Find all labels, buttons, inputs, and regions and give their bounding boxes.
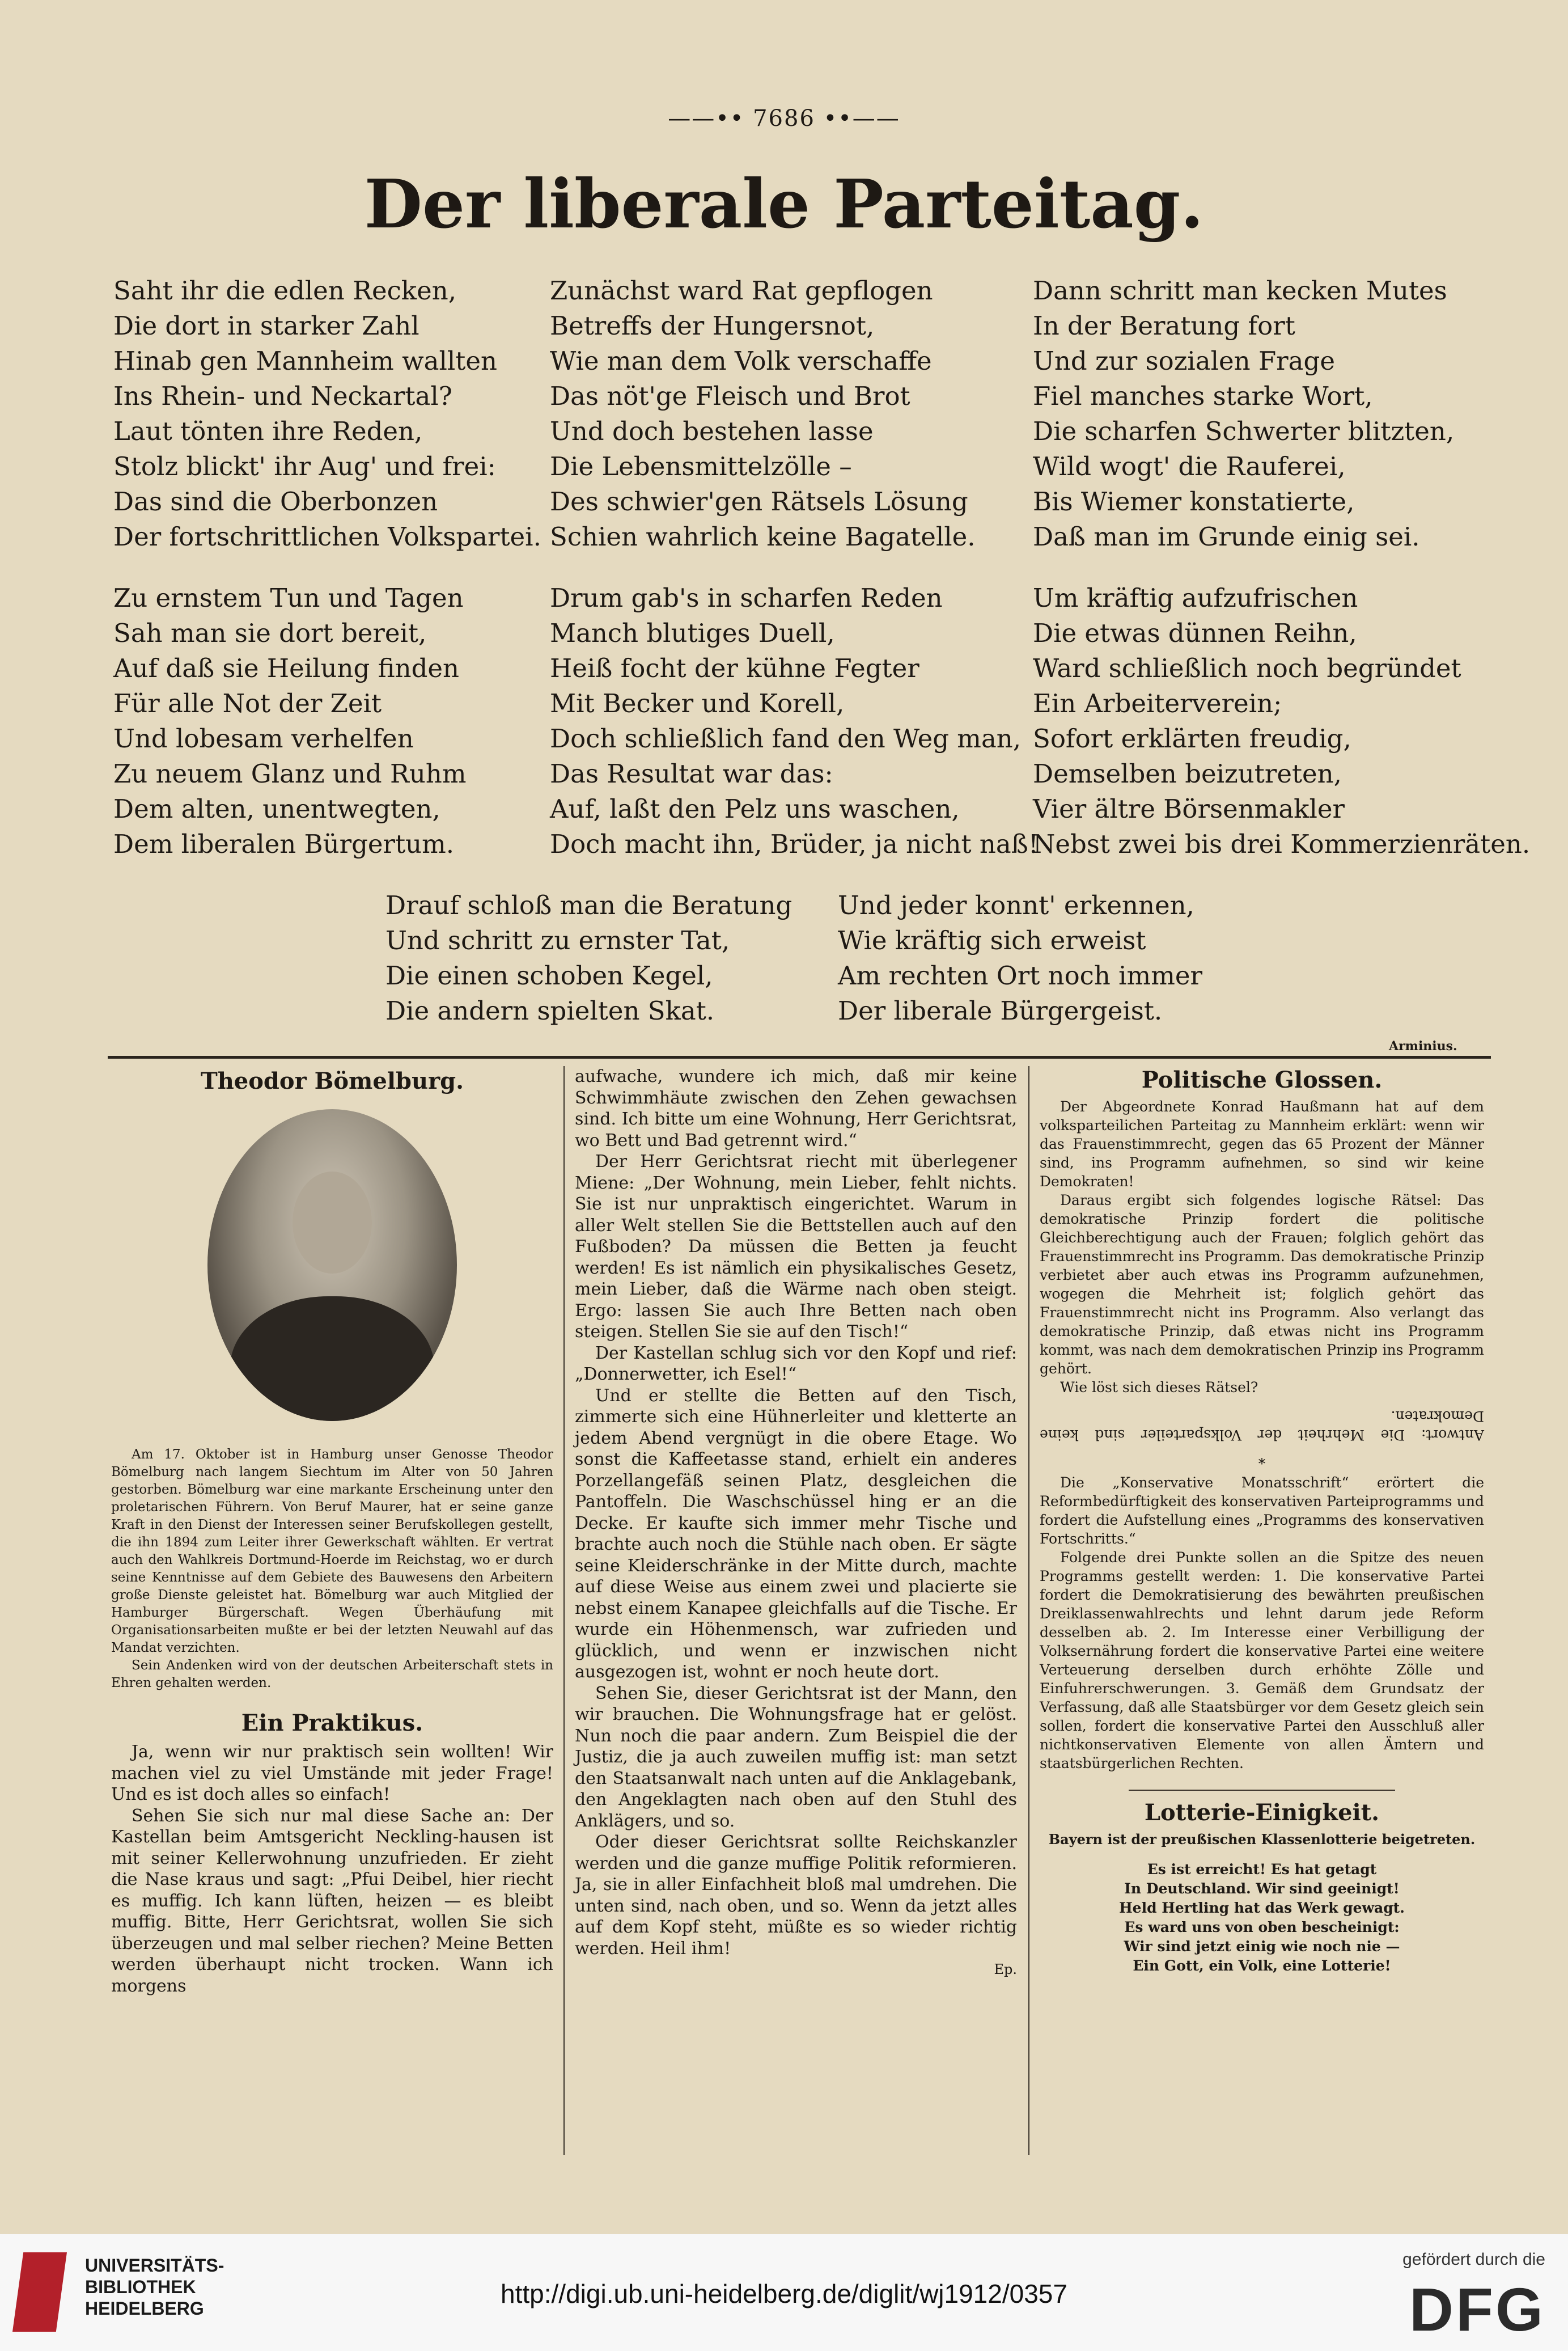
source-url[interactable]: http://digi.ub.uni-heidelberg.de/diglit/wj1912/0357	[501, 2279, 1067, 2308]
separator-asterisk: *	[1258, 1456, 1266, 1472]
funding-note: gefördert durch die	[1402, 2250, 1545, 2269]
praktikus-paragraph: Oder dieser Gerichtsrat sollte Reichskanzler werden und die ganze muffige Politik reformieren. Ja, sie in aller Einfachheit bloß mal umdrehen. Die unten sind, nach oben, und so. Wenn da jetzt alles auf dem Kopf steht, müßte es so wieder richtig werden. Heil ihm!	[575, 1832, 1017, 1959]
stanza-7: Drauf schloß man die Beratung Und schritt zu ernster Tat, Die einen schoben Kegel, Die andern spielten Skat.	[385, 890, 793, 1026]
stanza-8: Und jeder konnt' erkennen, Wie kräftig sich erweist Am rechten Ort noch immer Der liberale Bürgergeist.	[838, 890, 1203, 1026]
column-rule	[563, 1066, 565, 2155]
praktikus-paragraph: Und er stellte die Betten auf den Tisch, zimmerte sich eine Hühnerleiter und kletterte an jedem Abend vergnügt in die obere Etage. Wo sonst die Kaffeetasse stand, erhielt ein anderes Porzellangefäß seinen Platz, desgleichen die Pantoffeln. Die Waschschüssel hing er an die Decke. Er kaufte sich immer mehr Tische und brachte auch noch die Stühle nach oben. Er sägte seine Kleiderschränke in der Mitte durch, machte auf diese Weise aus einem zwei und placierte sie nebst einem Kanapee gleichfalls auf die Tische. Er wurde ein Höhenmensch, war zufrieden und glücklich, und wenn er inzwischen nicht ausgezogen ist, wohnt er noch heute dort.	[575, 1385, 1017, 1682]
university-logo-text: UNIVERSITÄTS- BIBLIOTHEK HEIDELBERG	[85, 2255, 224, 2319]
bomelburg-caption-2: Sein Andenken wird von der deutschen Arbeiterschaft stets in Ehren gehalten werden.	[111, 1657, 553, 1690]
stanza-4: Zu ernstem Tun und Tagen Sah man sie dort bereit, Auf daß sie Heilung finden Für alle Not der Zeit Und lobesam verhelfen Zu neuem Glanz und Ruhm Dem alten, unentwegten, Dem liberalen Bürgertum.	[113, 583, 467, 859]
section-divider	[108, 1056, 1491, 1059]
bomelburg-title: Theodor Bömelburg.	[200, 1068, 464, 1094]
praktikus-paragraph: Der Herr Gerichtsrat riecht mit überlegener Miene: „Der Wohnung, mein Lieber, fehlt nichts. Sie ist nur unpraktisch eingerichtet. Warum in aller Welt stellen Sie die Bettstellen auch auf den Fußboden? Da müssen die Betten ja feucht werden! Es ist nämlich ein physikalisches Gesetz, mein Lieber, daß die Wärme nach oben steigt. Ergo: lassen Sie auch Ihre Betten nach oben steigen. Stellen Sie sie auf den Tisch!“	[575, 1152, 1017, 1342]
glossen-paragraph: Folgende drei Punkte sollen an die Spitze des neuen Programms gestellt werden: 1. Die konservative Partei fordert die Demokratisierung des bewährten preußischen Dreiklassenwahlrechts und lehnt darum jede Reform desselben ab. 2. Im Interesse einer Verbilligung der Volksernährung fordert die konservative Partei eine weitere Verteuerung derselben durch erhöhte Zölle und Einfuhrerschwerungen. 3. Gemäß dem Grundsatz der Verfassung, daß alle Staatsbürger vor dem Gesetz gleich sein sollen, fordert die konservative Partei den Ausschluß aller nichtkonservativen Elemente von allen Ämtern und staatsbürgerlichen Rechten.	[1040, 1549, 1484, 1771]
poem-signature: Arminius.	[1389, 1039, 1457, 1054]
glossen-paragraph: Wie löst sich dieses Rätsel?	[1060, 1379, 1258, 1396]
portrait-coat	[230, 1296, 434, 1421]
poem-title: Der liberale Parteitag.	[364, 164, 1204, 243]
praktikus-paragraph: Sehen Sie, dieser Gerichtsrat ist der Mann, den wir brauchen. Die Wohnungsfrage hat er gelöst. Nun noch die paar andern. Zum Beispiel die der Justiz, die ja auch zuweilen muffig ist: man setzt den Staatsanwalt nach unten auf die Anklagebank, den Angeklagten nach oben auf den Stuhl des Anklägers, und so.	[575, 1683, 1017, 1831]
page-number: ——•• 7686 ••——	[668, 105, 900, 132]
praktikus-paragraph: aufwache, wundere ich mich, daß mir keine Schwimmhäute zwischen den Zehen gewachsen sind. Ich bitte um eine Wohnung, Herr Gerichtsrat, wo Bett und Bad getrennt wird.“	[575, 1067, 1017, 1151]
glossen-paragraph: Die „Konservative Monatsschrift“ erörtert die Reformbedürftigkeit des konservativen Parteiprogramms und fordert die Aufstellung eines „Programms des konservativen Fortschritts.“	[1040, 1474, 1484, 1547]
stanza-3: Dann schritt man kecken Mutes In der Beratung fort Und zur sozialen Frage Fiel manches starke Wort, Die scharfen Schwerter blitzten, Wild wogt' die Rauferei, Bis Wiemer konstatierte, Daß man im Grunde einig sei.	[1033, 276, 1455, 552]
stanza-1: Saht ihr die edlen Recken, Die dort in starker Zahl Hinab gen Mannheim wallten Ins Rhein- und Neckartal? Laut tönten ihre Reden, Stolz blickt' ihr Aug' und frei: Das sind die Oberbonzen Der fortschrittlichen Volkspartei.	[113, 276, 541, 552]
stanza-2: Zunächst ward Rat gepflogen Betreffs der Hungersnot, Wie man dem Volk verschaffe Das nöt'ge Fleisch und Brot Und doch bestehen lasse Die Lebensmittelzölle – Des schwier'gen Rätsels Lösung Schien wahrlich keine Bagatelle.	[550, 276, 976, 552]
glossen-paragraph: Der Abgeordnete Konrad Haußmann hat auf dem volksparteilichen Parteitag zu Mannheim erklärt: wenn wir das Frauenstimmrecht, gegen das 65 Prozent der Männer sind, ins Programm aufnehmen, so sind wir keine Demokraten!	[1040, 1098, 1484, 1190]
lotterie-poem: Es ist erreicht! Es hat getagt In Deutschland. Wir sind geeinigt! Held Hertling hat das Werk gewagt. Es ward uns von oben bescheinigt: Wir sind jetzt einig wie noch nie — Ein Gott, ein Volk, eine Lotterie!	[1119, 1861, 1405, 1974]
portrait-face	[293, 1172, 372, 1274]
viewer-footer	[0, 2234, 1568, 2351]
stanza-5: Drum gab's in scharfen Reden Manch blutiges Duell, Heiß focht der kühne Fegter Mit Becker und Korell, Doch schließlich fand den Weg man, Das Resultat war das: Auf, laßt den Pelz uns waschen, Doch macht ihn, Brüder, ja nicht naß!	[550, 583, 1039, 859]
glossen-paragraph: Daraus ergibt sich folgendes logische Rätsel: Das demokratische Prinzip fordert die politische Gleichberechtigung auch der Frauen; folglich gehört das Frauenstimmrecht ins Programm. Das demokratische Prinzip verbietet aber auch etwas ins Programm aufzunehmen, wogegen die Mehrheit ist; folglich gehört das Frauenstimmrecht nicht ins Programm. Also verlangt das demokratische Prinzip, daß etwas nicht ins Programm kommt, was nach dem demokratischen Prinzip ins Programm gehört.	[1040, 1192, 1484, 1377]
glossen-title: Politische Glossen.	[1141, 1067, 1383, 1093]
separator-line	[1129, 1790, 1395, 1791]
praktikus-signature: Ep.	[994, 1961, 1017, 1977]
column-left	[111, 1066, 553, 1997]
column-right	[1040, 1066, 1484, 1976]
praktikus-paragraph: Ja, wenn wir nur praktisch sein wollten! Wir machen viel zu viel Umstände mit jeder Frage! Und es ist doch alles so einfach!	[111, 1742, 553, 1804]
lotterie-subtitle: Bayern ist der preußischen Klassenlotterie beigetreten.	[1048, 1831, 1476, 1847]
glossen-inverted-answer: Antwort: Die Mehrheit der Volksparteiler sind keine Demokraten.	[1040, 1408, 1484, 1443]
bomelburg-caption: Am 17. Oktober ist in Hamburg unser Genosse Theodor Bömelburg nach langem Siechtum im Alter von 50 Jahren gestorben. Bömelburg war eine markante Erscheinung unter den proletarischen Führern. Von Beruf Maurer, hat er seine ganze Kraft in den Dienst der Interessen seiner Berufskollegen gestellt, die ihn 1894 zum Leiter ihrer Gewerkschaft wählten. Er vertrat auch den Wahlkreis Dortmund-Hoerde im Reichstag, wo er durch seine Kenntnisse auf dem Gebiete des Bauwesens den Arbeitern große Dienste geleistet hat. Bömelburg war auch Mitglied der Hamburger Bürgerschaft. Wegen Überhäufung mit Organisationsarbeiten mußte er bei der letzten Neuwahl auf das Mandat verzichten.	[111, 1447, 553, 1655]
praktikus-paragraph: Sehen Sie sich nur mal diese Sache an: Der Kastellan beim Amtsgericht Neckling-hausen ist mit seiner Kellerwohnung unzufrieden. Er zieht die Nase kraus und sagt: „Pfui Deibel, hier riecht es muffig. Ich kann lüften, heizen — es bleibt muffig. Bitte, Herr Gerichtsrat, wollen Sie sich überzeugen und mal selber riechen? Meine Betten werden überhaupt nicht trocken. Wann ich morgens	[111, 1805, 553, 1996]
dfg-logo: DFG	[1409, 2275, 1545, 2344]
portrait-image	[207, 1109, 457, 1421]
stanza-6: Um kräftig aufzufrischen Die etwas dünnen Reihn, Ward schließlich noch begründet Ein Arbeiterverein; Sofort erklärten freudig, Demselben beizutreten, Vier ältre Börsenmakler Nebst zwei bis drei Kommerzienräten.	[1033, 583, 1531, 859]
praktikus-paragraph: Der Kastellan schlug sich vor den Kopf und rief: „Donnerwetter, ich Esel!“	[575, 1343, 1017, 1384]
praktikus-title: Ein Praktikus.	[241, 1709, 423, 1736]
column-middle	[575, 1066, 1017, 1981]
column-rule	[1028, 1066, 1029, 2155]
lotterie-title: Lotterie-Einigkeit.	[1144, 1799, 1380, 1826]
